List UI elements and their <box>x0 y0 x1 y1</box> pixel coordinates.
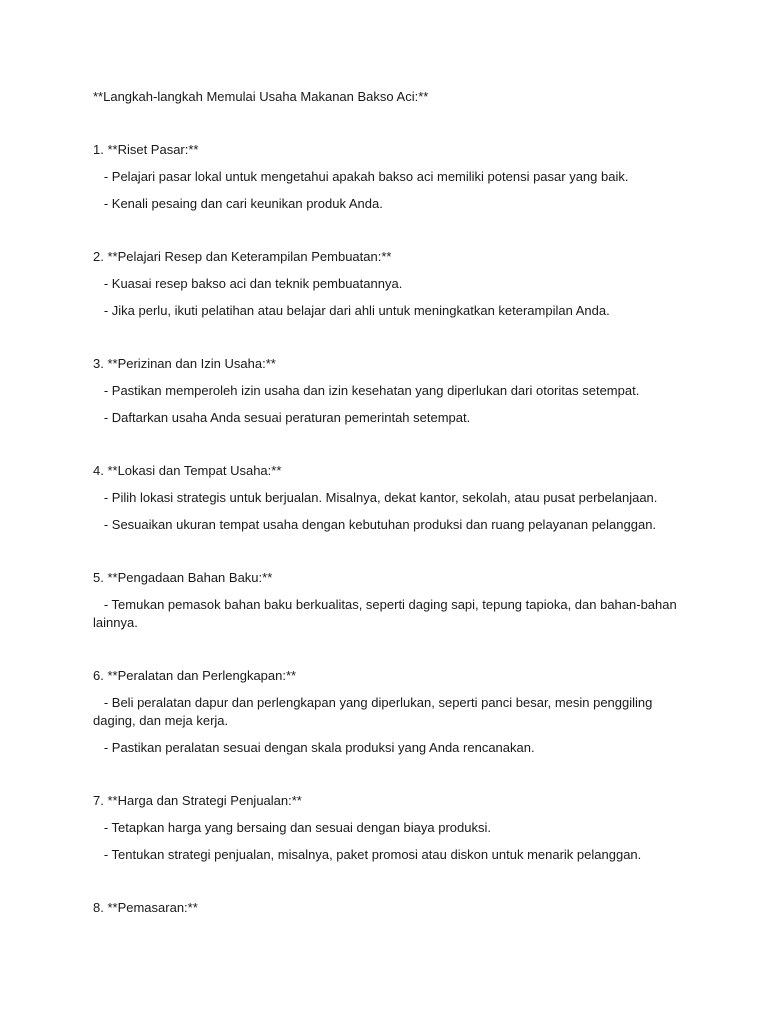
bullet-list <box>93 489 693 534</box>
bullet-item: - Beli peralatan dapur dan perlengkapan yang diperlukan, seperti panci besar, mesin penggiling daging, dan meja kerja. <box>93 695 657 728</box>
section-heading: 8. **Pemasaran:** <box>93 900 198 915</box>
section-5 <box>93 569 693 632</box>
bullet-item: - Pastikan memperoleh izin usaha dan izin kesehatan yang diperlukan dari otoritas setempat. <box>93 383 640 398</box>
bullet-list <box>93 819 693 864</box>
document-title: **Langkah-langkah Memulai Usaha Makanan Bakso Aci:** <box>93 89 429 104</box>
bullet-item: - Pastikan peralatan sesuai dengan skala produksi yang Anda rencanakan. <box>93 740 535 755</box>
section-3 <box>93 355 693 427</box>
bullet-list <box>93 694 693 757</box>
section-6 <box>93 667 693 757</box>
bullet-item: - Kenali pesaing dan cari keunikan produk Anda. <box>93 196 383 211</box>
section-7 <box>93 792 693 864</box>
bullet-list <box>93 382 693 427</box>
bullet-item: - Tentukan strategi penjualan, misalnya, paket promosi atau diskon untuk menarik pelanggan. <box>93 847 642 862</box>
section-8 <box>93 899 693 917</box>
bullet-item: - Tetapkan harga yang bersaing dan sesuai dengan biaya produksi. <box>93 820 491 835</box>
section-1 <box>93 141 693 213</box>
section-4 <box>93 462 693 534</box>
section-heading: 1. **Riset Pasar:** <box>93 142 199 157</box>
section-heading: 6. **Peralatan dan Perlengkapan:** <box>93 668 297 683</box>
bullet-item: - Pelajari pasar lokal untuk mengetahui apakah bakso aci memiliki potensi pasar yang baik. <box>93 169 629 184</box>
bullet-item: - Pilih lokasi strategis untuk berjualan. Misalnya, dekat kantor, sekolah, atau pusat perbelanjaan. <box>93 490 658 505</box>
bullet-item: - Jika perlu, ikuti pelatihan atau belajar dari ahli untuk meningkatkan keterampilan Anda. <box>93 303 610 318</box>
section-heading: 7. **Harga dan Strategi Penjualan:** <box>93 793 302 808</box>
bullet-item: - Sesuaikan ukuran tempat usaha dengan kebutuhan produksi dan ruang pelayanan pelanggan. <box>93 517 657 532</box>
bullet-item: - Kuasai resep bakso aci dan teknik pembuatannya. <box>93 276 403 291</box>
bullet-list <box>93 596 693 632</box>
bullet-item: - Daftarkan usaha Anda sesuai peraturan pemerintah setempat. <box>93 410 471 425</box>
section-heading: 5. **Pengadaan Bahan Baku:** <box>93 570 273 585</box>
bullet-item: - Temukan pemasok bahan baku berkualitas, seperti daging sapi, tepung tapioka, dan bahan-bahan lainnya. <box>93 597 681 630</box>
bullet-list <box>93 168 693 213</box>
bullet-list <box>93 275 693 320</box>
document-body <box>93 88 693 917</box>
section-heading: 2. **Pelajari Resep dan Keterampilan Pembuatan:** <box>93 249 392 264</box>
section-heading: 4. **Lokasi dan Tempat Usaha:** <box>93 463 282 478</box>
sections-list <box>93 141 693 917</box>
section-2 <box>93 248 693 320</box>
section-heading: 3. **Perizinan dan Izin Usaha:** <box>93 356 276 371</box>
